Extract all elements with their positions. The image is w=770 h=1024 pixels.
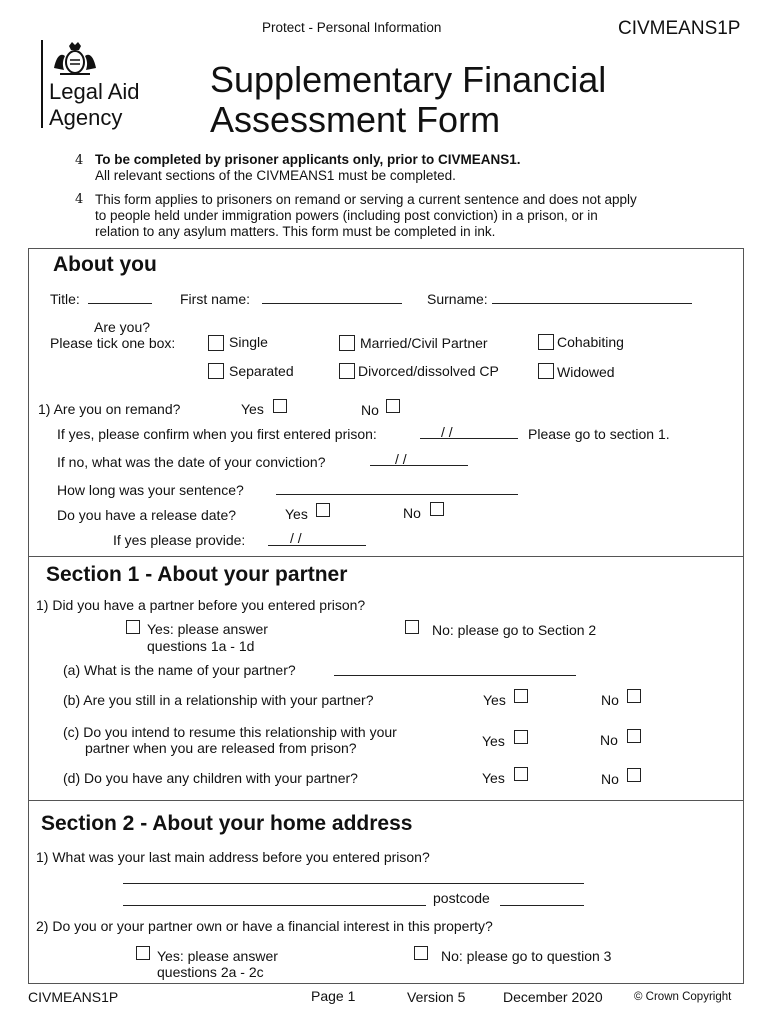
footer-page-number: Page 1: [311, 988, 356, 1004]
relationship-yes-label: Yes: [483, 692, 506, 708]
children-question: (d) Do you have any children with your partner?: [63, 770, 358, 786]
release-date-question: Do you have a release date?: [57, 507, 237, 523]
property-yes-checkbox[interactable]: [136, 946, 150, 960]
property-yes-label-1: Yes: please answer: [157, 948, 278, 964]
postcode-label: postcode: [433, 890, 490, 906]
partner-question: 1) Did you have a partner before you entered prison?: [36, 597, 366, 613]
postcode-field[interactable]: [500, 905, 584, 906]
remand-no-checkbox[interactable]: [386, 399, 400, 413]
children-no-label: No: [601, 771, 619, 787]
separated-checkbox[interactable]: [208, 363, 224, 379]
royal-crest-icon: [50, 38, 100, 78]
footer-form-code: CIVMEANS1P: [28, 989, 119, 1005]
footer-date: December 2020: [503, 989, 603, 1005]
cohabiting-checkbox[interactable]: [538, 334, 554, 350]
release-no-checkbox[interactable]: [430, 502, 444, 516]
relationship-yes-checkbox[interactable]: [514, 689, 528, 703]
section1-heading: Section 1 - About your partner: [46, 563, 348, 586]
remand-question: 1) Are you on remand?: [38, 401, 181, 417]
form-code: CIVMEANS1P: [618, 18, 741, 39]
footer-version: Version 5: [407, 989, 466, 1005]
go-section1-note: Please go to section 1.: [528, 426, 670, 442]
date-slashes: / /: [441, 424, 453, 440]
entered-prison-date-field[interactable]: [420, 438, 518, 439]
property-no-checkbox[interactable]: [414, 946, 428, 960]
sentence-length-field[interactable]: [276, 494, 518, 495]
single-label: Single: [229, 334, 268, 350]
release-yes-label: Yes: [285, 506, 308, 522]
protect-marking: Protect - Personal Information: [262, 20, 442, 35]
partner-yes-checkbox[interactable]: [126, 620, 140, 634]
divider: [28, 800, 744, 801]
partner-yes-label-2: questions 1a - 1d: [147, 638, 255, 654]
date-slashes: / /: [395, 451, 407, 467]
cohabiting-label: Cohabiting: [557, 334, 624, 350]
address-field-line2[interactable]: [123, 905, 426, 906]
surname-label: Surname:: [427, 291, 488, 307]
resume-no-label: No: [600, 732, 618, 748]
first-name-field[interactable]: [262, 303, 402, 304]
relationship-question: (b) Are you still in a relationship with your partner?: [63, 692, 374, 708]
release-no-label: No: [403, 505, 421, 521]
section2-heading: Section 2 - About your home address: [41, 812, 413, 835]
resume-question-line1: (c) Do you intend to resume this relationship with your: [63, 724, 397, 740]
are-you-label: Are you?: [94, 319, 151, 335]
partner-yes-label-1: Yes: please answer: [147, 621, 268, 637]
about-you-heading: About you: [53, 253, 157, 276]
children-yes-label: Yes: [482, 770, 505, 786]
remand-yes-checkbox[interactable]: [273, 399, 287, 413]
release-date-provide-label: If yes please provide:: [113, 532, 246, 548]
intro-b2-line1: This form applies to prisoners on remand or serving a current sentence and does not apply: [95, 192, 637, 207]
form-frame: [28, 248, 744, 984]
conviction-date-label: If no, what was the date of your conviction?: [57, 454, 326, 470]
married-checkbox[interactable]: [339, 335, 355, 351]
partner-no-label: No: please go to Section 2: [432, 622, 597, 638]
title-label: Title:: [50, 291, 80, 307]
bullet-marker: 4: [75, 192, 84, 207]
widowed-checkbox[interactable]: [538, 363, 554, 379]
partner-name-field[interactable]: [334, 675, 576, 676]
conviction-date-field[interactable]: [370, 465, 468, 466]
sentence-length-label: How long was your sentence?: [57, 482, 244, 498]
bullet-marker: 4: [75, 153, 84, 168]
release-date-field[interactable]: [268, 545, 366, 546]
release-yes-checkbox[interactable]: [316, 503, 330, 517]
children-yes-checkbox[interactable]: [514, 767, 528, 781]
divorced-label: Divorced/dissolved CP: [358, 363, 499, 379]
date-slashes: / /: [290, 530, 302, 546]
partner-no-checkbox[interactable]: [405, 620, 419, 634]
remand-no-label: No: [361, 402, 379, 418]
remand-yes-label: Yes: [241, 401, 264, 417]
married-label: Married/Civil Partner: [360, 335, 488, 351]
relationship-no-checkbox[interactable]: [627, 689, 641, 703]
surname-field[interactable]: [492, 303, 692, 304]
relationship-no-label: No: [601, 692, 619, 708]
resume-yes-checkbox[interactable]: [514, 730, 528, 744]
separated-label: Separated: [229, 363, 294, 379]
address-question: 1) What was your last main address before you entered prison?: [36, 849, 430, 865]
footer-copyright: © Crown Copyright: [634, 991, 732, 1003]
divorced-checkbox[interactable]: [339, 363, 355, 379]
first-name-label: First name:: [180, 291, 251, 307]
resume-yes-label: Yes: [482, 733, 505, 749]
divider: [28, 556, 744, 557]
intro-bold: To be completed by prisoner applicants only, prior to CIVMEANS1.: [95, 152, 521, 167]
tick-one-label: Please tick one box:: [50, 335, 176, 351]
property-yes-label-2: questions 2a - 2c: [157, 964, 264, 980]
intro-b2-line3: relation to any asylum matters. This form must be completed in ink.: [95, 224, 496, 239]
partner-name-question: (a) What is the name of your partner?: [63, 662, 296, 678]
single-checkbox[interactable]: [208, 335, 224, 351]
page-title-line1: Supplementary Financial: [210, 59, 607, 100]
children-no-checkbox[interactable]: [627, 768, 641, 782]
title-field[interactable]: [88, 303, 152, 304]
intro-rest: All relevant sections of the CIVMEANS1 must be completed.: [95, 168, 456, 183]
page-title-line2: Assessment Form: [210, 99, 501, 140]
address-field-line1[interactable]: [123, 883, 584, 884]
if-yes-entered-label: If yes, please confirm when you first entered prison:: [57, 426, 377, 442]
widowed-label: Widowed: [557, 364, 615, 380]
intro-b2-line2: to people held under immigration powers (including post conviction) in a prison, or in: [95, 208, 598, 223]
resume-no-checkbox[interactable]: [627, 729, 641, 743]
resume-question-line2: partner when you are released from prison?: [85, 740, 357, 756]
property-no-label: No: please go to question 3: [441, 948, 612, 964]
property-interest-question: 2) Do you or your partner own or have a financial interest in this property?: [36, 918, 493, 934]
